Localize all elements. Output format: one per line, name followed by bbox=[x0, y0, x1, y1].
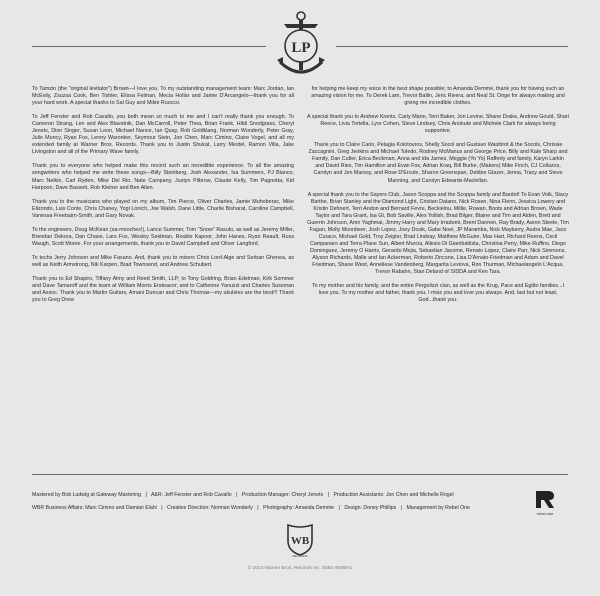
right-paragraph: Thank you to Claire Cario, Pelagia Kolotouros, Shelly Socol and Gustavo Waizbrot & the Socols, Chrissie Zaccagnini, Greg Jenkins and Michael Toledo, Rodney McManus and George Price, Billy and Kate Sharp and Family, Dan Cutler, Erica Beckman, Anna and Ida James, Meggie (Yo Yo) Rafferty and family, Karyn Larkin and David Ries, Tim Hamilton and Evan Fox, Adrian Kraq, Bill Burke, (Makers) Mike Finch, CJ Collazos, Carolyn and Jen Marosy, and Rose D'Ercole, Sharon Greenspan, Debbie Glazer, Jenna, Tracy and Steve Manning, and Carolyn Edwards-Maclellan. bbox=[308, 142, 568, 184]
rebel-one-icon bbox=[534, 489, 556, 509]
credit-separator: | bbox=[236, 492, 238, 498]
credits-row-2 bbox=[32, 505, 512, 512]
wb-caption: RECORDS bbox=[292, 554, 308, 557]
left-paragraph: Thank you to Ed Shapiro, Tiffany Almy and Reed Smith, LLP; to Tony Goldring, Brian Edelman, Kirk Sommer and Dave Tamaroff and the team at William Morris Endeavor; and to Catherine Yanuzzi and Charles Sussman and Assoc. Thank you to Martin Guitars, Amani Duncan and Chris Thomas—my ukuleles are the best!!! Thank you to Greg Drew bbox=[32, 275, 294, 304]
wb-shield-logo bbox=[286, 523, 314, 557]
credit-separator: | bbox=[161, 505, 163, 511]
logo-monogram: LP bbox=[291, 40, 311, 56]
credit-business-affairs: WBR Business Affairs: Marc Cimino and Damian Elahi bbox=[32, 505, 157, 511]
left-paragraph: To the engineers, Doug McKean (sa-mooches!), Lance Summer, Tom "Snow" Rasulo, as well as Jeremy Miller, Brendan Dekora, Dan Chase, Lars Fox, Wesley Seidman, Rouble Kapoor, John Hanes, Ryan Reault, Russ Waugh, Scott Moore. For your arrangements, thank you to David Campbell and Oliver Langford. bbox=[32, 226, 294, 247]
credit-design: Design: Doney Phillips bbox=[344, 505, 397, 511]
right-paragraph: A special thank you to Andrew Krents, Carly Mann, Terri Baker, Jon Levine, Shane Drake, Andrew Gould, Shari Reece, Livia Tortella, Lyor Cohen, Steve Lindsey, Chris Anokute and Michele Clark for always being supportive. bbox=[307, 114, 569, 135]
credits-row-1 bbox=[32, 492, 512, 499]
left-paragraph: Thank you to everyone who helped make this record such an incredible experience. To all the amazing songwriters who helped me write these songs—Billy Steinberg, Josh Alexander, Isa Summers, PJ Bianco, Marc Nelkin, Carl Ryden, Mike Del Rio, Nate Campany, Justyn Pilbrow, Claude Kelly, Tim Pagnotta, Kid Harpoon, Dave Bassett, Rob Kleiner and Ben Allen. bbox=[32, 163, 294, 191]
credit-separator: | bbox=[257, 505, 259, 511]
rebel-one-caption: rebel one bbox=[536, 511, 554, 516]
left-paragraph: To Jeff Fenster and Rob Cavallo, you both mean so much to me and I can't really thank you enough. To Cameron Strang, Len and Alex Blavatnik, Dan McCarroll, Peter Thea, Brian Frank, Hildi Snodgrass, Cheryl Jenets, Dion Singer, Susan Leon, Michael Nance, Ian Quay, Rob Goldklang, Norman Wonderly, Peter Gray, Julie Muncy, Ryan Fox, Lenny Waronker, Seymour Stein, Jon Chen, Marc Cimino, Claire Vogel, and all my extended family at Warner Bros. Records. Thank you to Justin Shukat, Larry Mestel, Ramon Villa, Jake Livingston and all of the Primary Wave family. bbox=[32, 114, 294, 156]
right-paragraph: A special thank you to the Sayers Club, Jason Scoppa and the Scoppa family and Bardot! To Evan Volk, Stacy Barthe, Brian Stanley and the Diamond Light, Cristian Dalano, Nick Rosen, Nina Flenn, Jessica Lowery and Kristin Dehnert, Terri Andon and Bernard Fevre, Beckielou, Millie, Rowan, Boots and Adrian Brown, Wade Taylor and Tara Grant, Isa Gt, Bob Saville, Alex Yollish, Brad Bilger, Blaine and Tim and Alden, Brett and Guerrin Johnson, Amir Yaghmai, Jimmy Harry and Mary Irradomi, Brent Dannen, Ray Brady, Aaron Steele, Tim Fagan, Molly Moonbeer, Josh Lopez, Joey Dosik, Gabe Noel, JP Maramba, Nick Mayberry, Audra Mae, Jaco Curaco, Michael Gold, Troy Zeigler, Brad Lindsay, Matthew McGuire, Max Hart, Richard Reens, Cecil Campanaro and Terra Plane Sun, Albert Murcia, Allesio Di Giambattista, Christina Perry, Mike Ruffino, Diego Dominguez, Jeremy O Harris, Gerardo Mejia, Sebastian Jacome, Renato Lopez, Claire Parr, Nick Simmons, Alyson Richards, Malle and Ian Ackerman, Roberto Zincone, Lisa D'Amato-Friedman and Adam and Davel Friedman, Shane West, Anneliese Vandenberg, Margarita Leviova, Ron Thurman, Michaelangelo L'Acqua, Trevor Rabahn, Stan Deland of SIDDA and Ken Tara. bbox=[307, 191, 569, 276]
credit-production-manager: Production Manager: Cheryl Jenets bbox=[241, 492, 324, 498]
credit-photography: Photography: Amanda Demme bbox=[263, 505, 335, 511]
credit-management: Management by Rebel One bbox=[406, 505, 470, 511]
left-paragraph: Thank you to the musicians who played on my album, Tim Pierce, Oliver Charles, Jamie Muhoberac, Mike Elizondo, Luis Conte, Chris Chaney, Yogi Lonich, Joe Walsh, Dane Little, Charlie Bisharat, Caroline Campbell, Vanessa Freebairn-Smith, and Gary Novak. bbox=[32, 198, 294, 219]
copyright-line: © 2014 Warner Bros. Records Inc. 9362-49368-1 bbox=[247, 566, 353, 571]
bottom-rule bbox=[32, 474, 568, 475]
left-column bbox=[32, 86, 294, 311]
rebel-one-logo bbox=[530, 489, 560, 523]
credit-separator: | bbox=[338, 505, 340, 511]
right-paragraph: for helping me keep my voice in the best shape possible; to Amanda Demme, thank you for having such an amazing vision for me. To Derek Lam, Trevor Ballin, Jeric Rivera, and Neal St. Onge for always making and giving me incredible clothes. bbox=[311, 86, 565, 107]
production-credits bbox=[32, 492, 512, 518]
top-left-rule bbox=[32, 46, 266, 47]
credit-ar: A&R: Jeff Fenster and Rob Cavallo bbox=[150, 492, 232, 498]
credit-separator: | bbox=[327, 492, 330, 498]
wb-letters: WB bbox=[290, 535, 310, 547]
right-column bbox=[307, 86, 569, 311]
credit-production-assistants: Production Assistants: Jon Chen and Michelle Rogel bbox=[333, 492, 454, 498]
credit-creative-direction: Creative Direction: Norman Wonderly bbox=[167, 505, 253, 511]
credit-separator: | bbox=[400, 505, 403, 511]
credit-separator: | bbox=[145, 492, 147, 498]
top-right-rule bbox=[336, 46, 568, 47]
credit-mastering: Mastered by Bob Ludwig at Gateway Mastering bbox=[32, 492, 141, 498]
anchor-monogram-logo bbox=[272, 10, 330, 82]
left-paragraph: To techs Jerry Johnson and Mike Fasano. And, thank you to mixers Chris Lord-Alge and Serban Ghenea, as well as Keith Armstrong, Nik Karpen, Brad Townsend, and Andrew Schubert. bbox=[32, 254, 294, 268]
right-paragraph: To my mother and his family, and the entire Pergolizzi clan, as well as the Krug, Pace and Egitto families...I love you. To my mother and father, thank you. I miss you and love you always. And, last but not least, God...thank you. bbox=[311, 283, 565, 304]
left-paragraph: To Tamzin (the "original levitator") Brown—I love you. To my outstanding management team: Marc Jordan, Ian McEvily, Zsuzsa Cook, Ben Tishler, Elissa Felman, Mecia Hollar and Jamie D'Arcangelo—thank you for all your hard work. A special thanks to Sal Guy and Mikie Ruocco. bbox=[32, 86, 294, 107]
